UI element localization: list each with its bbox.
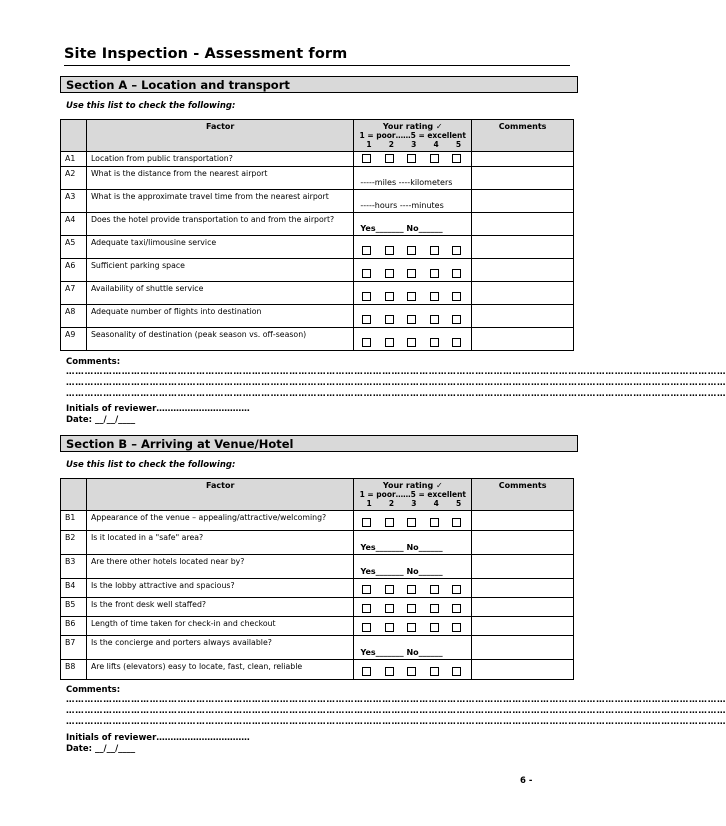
rating-num: 4 — [433, 499, 439, 508]
table-row — [61, 305, 574, 328]
row-factor: Is the front desk well staffed? — [86, 598, 353, 617]
rating-checkbox[interactable] — [452, 518, 461, 527]
section-b-heading: Section B – Arriving at Venue/Hotel — [60, 435, 578, 452]
row-rating — [354, 236, 472, 259]
rating-title: Your rating ✓ — [382, 481, 443, 490]
row-factor: Does the hotel provide transportation to and from the airport? — [86, 213, 353, 236]
row-rating — [354, 636, 472, 660]
table-row — [61, 282, 574, 305]
rating-numbers — [358, 499, 467, 508]
row-factor: Is the lobby attractive and spacious? — [86, 579, 353, 598]
row-factor: Length of time taken for check-in and checkout — [86, 617, 353, 636]
rating-checkbox[interactable] — [362, 246, 371, 255]
rating-num: 3 — [411, 140, 417, 149]
rating-checkbox[interactable] — [452, 246, 461, 255]
rating-checkbox[interactable] — [385, 623, 394, 632]
table-row — [61, 579, 574, 598]
comments-label: Comments: — [66, 685, 121, 695]
comment-line[interactable]: …………………………………………………………………………………………………………………………………………………………………………………………… — [66, 378, 726, 388]
row-comments-cell[interactable] — [472, 660, 574, 680]
row-rating — [354, 190, 472, 213]
comment-line[interactable]: …………………………………………………………………………………………………………………………………………………………………………………………… — [66, 367, 726, 377]
row-factor: What is the distance from the nearest airport — [86, 167, 353, 190]
row-comments-cell[interactable] — [472, 579, 574, 598]
rating-checkbox[interactable] — [430, 292, 439, 301]
row-id: A9 — [61, 328, 87, 351]
rating-scale: 1 = poor……5 = excellent — [359, 131, 466, 140]
header-rating — [354, 120, 472, 152]
header-id — [61, 120, 87, 152]
row-rating — [354, 579, 472, 598]
row-id: B7 — [61, 636, 87, 660]
comments-label: Comments: — [66, 357, 121, 367]
row-comments-cell[interactable] — [472, 152, 574, 167]
row-comments-cell[interactable] — [472, 555, 574, 579]
rating-checkbox[interactable] — [407, 246, 416, 255]
rating-checkbox[interactable] — [430, 154, 439, 163]
row-comments-cell[interactable] — [472, 190, 574, 213]
row-id: A4 — [61, 213, 87, 236]
rating-checkbox[interactable] — [385, 154, 394, 163]
row-comments-cell[interactable] — [472, 531, 574, 555]
rating-checkbox[interactable] — [452, 604, 461, 613]
row-id: B4 — [61, 579, 87, 598]
rating-checkboxes — [354, 315, 471, 324]
section-a-table — [60, 119, 574, 351]
row-rating — [354, 660, 472, 680]
row-factor: Sufficient parking space — [86, 259, 353, 282]
rating-checkbox[interactable] — [430, 623, 439, 632]
rating-checkboxes — [354, 292, 471, 301]
row-id: B3 — [61, 555, 87, 579]
row-comments-cell[interactable] — [472, 598, 574, 617]
rating-checkbox[interactable] — [362, 292, 371, 301]
rating-checkbox[interactable] — [385, 315, 394, 324]
row-comments-cell[interactable] — [472, 328, 574, 351]
rating-num: 3 — [411, 499, 417, 508]
rating-checkbox[interactable] — [385, 604, 394, 613]
row-factor: Are lifts (elevators) easy to locate, fast, clean, reliable — [86, 660, 353, 680]
row-factor: Appearance of the venue – appealing/attractive/welcoming? — [86, 511, 353, 531]
row-rating — [354, 555, 472, 579]
row-id: A6 — [61, 259, 87, 282]
rating-checkbox[interactable] — [362, 315, 371, 324]
table-row — [61, 617, 574, 636]
row-rating — [354, 213, 472, 236]
row-rating — [354, 259, 472, 282]
reviewer-initials[interactable]: Initials of reviewer…………………………… — [66, 404, 250, 414]
comment-line[interactable]: …………………………………………………………………………………………………………………………………………………………………………………………… — [66, 706, 726, 716]
rating-checkbox[interactable] — [430, 585, 439, 594]
rating-checkbox[interactable] — [362, 154, 371, 163]
rating-checkbox[interactable] — [362, 604, 371, 613]
row-comments-cell[interactable] — [472, 636, 574, 660]
rating-checkbox[interactable] — [430, 315, 439, 324]
rating-checkbox[interactable] — [407, 338, 416, 347]
row-factor: Adequate taxi/limousine service — [86, 236, 353, 259]
rating-checkbox[interactable] — [430, 604, 439, 613]
row-rating — [354, 511, 472, 531]
row-factor: Seasonality of destination (peak season vs. off-season) — [86, 328, 353, 351]
row-comments-cell[interactable] — [472, 213, 574, 236]
rating-checkboxes — [354, 269, 471, 278]
table-row — [61, 152, 574, 167]
rating-checkbox[interactable] — [407, 667, 416, 676]
rating-checkbox[interactable] — [452, 667, 461, 676]
row-id: B2 — [61, 531, 87, 555]
rating-num: 2 — [388, 499, 395, 508]
rating-checkbox[interactable] — [452, 623, 461, 632]
rating-num: 2 — [388, 140, 394, 149]
row-id: A2 — [61, 167, 87, 190]
rating-checkboxes — [354, 623, 471, 632]
rating-checkbox[interactable] — [452, 269, 461, 278]
table-row — [61, 328, 574, 351]
header-factor: Factor — [86, 120, 353, 152]
table-row — [61, 555, 574, 579]
rating-checkbox[interactable] — [362, 667, 371, 676]
table-row — [61, 598, 574, 617]
rating-checkbox[interactable] — [385, 338, 394, 347]
rating-checkboxes — [354, 246, 471, 255]
row-factor: Adequate number of flights into destination — [86, 305, 353, 328]
rating-checkboxes — [354, 667, 471, 676]
row-id: B1 — [61, 511, 87, 531]
row-factor: Are there other hotels located near by? — [86, 555, 353, 579]
row-rating — [354, 531, 472, 555]
row-id: A5 — [61, 236, 87, 259]
comment-line[interactable]: …………………………………………………………………………………………………………………………………………………………………………………………… — [66, 695, 726, 705]
section-a-comments — [66, 357, 726, 400]
rating-checkbox[interactable] — [452, 315, 461, 324]
answer-field[interactable]: -----miles ----kilometers — [360, 178, 453, 187]
row-id: A7 — [61, 282, 87, 305]
row-comments-cell[interactable] — [472, 617, 574, 636]
rating-checkboxes — [354, 604, 471, 613]
header-rating — [354, 479, 472, 511]
row-factor: Is it located in a "safe" area? — [86, 531, 353, 555]
row-id: A8 — [61, 305, 87, 328]
row-comments-cell[interactable] — [472, 282, 574, 305]
rating-checkbox[interactable] — [452, 338, 461, 347]
row-id: A3 — [61, 190, 87, 213]
table-row — [61, 190, 574, 213]
reviewer-initials[interactable]: Initials of reviewer…………………………… — [66, 733, 250, 743]
review-date[interactable]: Date: __/__/____ — [66, 415, 136, 425]
row-comments-cell[interactable] — [472, 305, 574, 328]
section-b-comments — [66, 685, 726, 728]
table-row — [61, 511, 574, 531]
row-rating — [354, 282, 472, 305]
rating-checkbox[interactable] — [407, 269, 416, 278]
row-rating — [354, 152, 472, 167]
row-comments-cell[interactable] — [472, 511, 574, 531]
row-rating — [354, 167, 472, 190]
answer-field[interactable]: -----hours ----minutes — [360, 201, 444, 210]
rating-checkbox[interactable] — [362, 338, 371, 347]
row-comments-cell[interactable] — [472, 167, 574, 190]
rating-checkbox[interactable] — [362, 623, 371, 632]
table-row — [61, 167, 574, 190]
rating-scale: 1 = poor……5 = excellent — [359, 490, 467, 499]
row-factor: Is the concierge and porters always available? — [86, 636, 353, 660]
rating-numbers — [358, 140, 467, 149]
row-id: B6 — [61, 617, 87, 636]
table-row — [61, 236, 574, 259]
table-row — [61, 213, 574, 236]
rating-checkbox[interactable] — [452, 154, 461, 163]
yes-no-field[interactable]: Yes_______ No______ — [360, 567, 443, 576]
rating-checkbox[interactable] — [385, 269, 394, 278]
row-rating — [354, 617, 472, 636]
rating-checkbox[interactable] — [407, 623, 416, 632]
rating-num: 1 — [366, 499, 372, 508]
rating-num: 5 — [455, 140, 462, 149]
rating-num: 1 — [366, 140, 372, 149]
rating-checkbox[interactable] — [430, 338, 439, 347]
table-row — [61, 259, 574, 282]
yes-no-field[interactable]: Yes_______ No______ — [360, 224, 443, 233]
rating-checkbox[interactable] — [362, 518, 371, 527]
form-title: Site Inspection - Assessment form — [64, 46, 570, 66]
comment-line[interactable]: …………………………………………………………………………………………………………………………………………………………………………………………… — [66, 717, 726, 727]
row-comments-cell[interactable] — [472, 259, 574, 282]
header-comments: Comments — [472, 479, 574, 511]
section-b-table — [60, 478, 574, 680]
rating-checkboxes — [354, 154, 471, 163]
row-factor: Availability of shuttle service — [86, 282, 353, 305]
row-rating — [354, 305, 472, 328]
row-id: B5 — [61, 598, 87, 617]
rating-checkbox[interactable] — [430, 269, 439, 278]
rating-checkbox[interactable] — [452, 292, 461, 301]
row-factor: Location from public transportation? — [86, 152, 353, 167]
rating-checkbox[interactable] — [407, 292, 416, 301]
rating-checkbox[interactable] — [407, 585, 416, 594]
row-comments-cell[interactable] — [472, 236, 574, 259]
rating-checkbox[interactable] — [385, 292, 394, 301]
rating-checkbox[interactable] — [362, 585, 371, 594]
row-factor: What is the approximate travel time from the nearest airport — [86, 190, 353, 213]
rating-checkbox[interactable] — [407, 154, 416, 163]
row-id: B8 — [61, 660, 87, 680]
rating-checkbox[interactable] — [430, 518, 439, 527]
header-id — [61, 479, 87, 511]
rating-checkbox[interactable] — [385, 518, 394, 527]
yes-no-field[interactable]: Yes_______ No______ — [360, 543, 443, 552]
row-id: A1 — [61, 152, 87, 167]
rating-checkbox[interactable] — [452, 585, 461, 594]
rating-checkboxes — [354, 585, 471, 594]
review-date[interactable]: Date: __/__/____ — [66, 744, 136, 754]
section-a-heading: Section A – Location and transport — [60, 76, 578, 93]
rating-checkbox[interactable] — [385, 246, 394, 255]
section-b-intro: Use this list to check the following: — [66, 460, 236, 470]
rating-title: Your rating ✓ — [382, 122, 443, 131]
header-factor: Factor — [86, 479, 353, 511]
rating-checkbox[interactable] — [407, 315, 416, 324]
row-rating — [354, 328, 472, 351]
rating-checkboxes — [354, 338, 471, 347]
rating-checkbox[interactable] — [362, 269, 371, 278]
rating-num: 4 — [433, 140, 439, 149]
rating-num: 5 — [455, 499, 462, 508]
table-row — [61, 531, 574, 555]
rating-checkbox[interactable] — [430, 667, 439, 676]
section-a-intro: Use this list to check the following: — [66, 101, 236, 111]
rating-checkboxes — [354, 518, 471, 527]
rating-checkbox[interactable] — [385, 667, 394, 676]
page-number: 6 - — [520, 776, 533, 786]
row-rating — [354, 598, 472, 617]
rating-checkbox[interactable] — [407, 518, 416, 527]
rating-checkbox[interactable] — [430, 246, 439, 255]
rating-checkbox[interactable] — [407, 604, 416, 613]
yes-no-field[interactable]: Yes_______ No______ — [360, 648, 443, 657]
table-row — [61, 636, 574, 660]
rating-checkbox[interactable] — [385, 585, 394, 594]
table-row — [61, 660, 574, 680]
header-comments: Comments — [472, 120, 574, 152]
comment-line[interactable]: …………………………………………………………………………………………………………………………………………………………………………………………… — [66, 389, 726, 399]
